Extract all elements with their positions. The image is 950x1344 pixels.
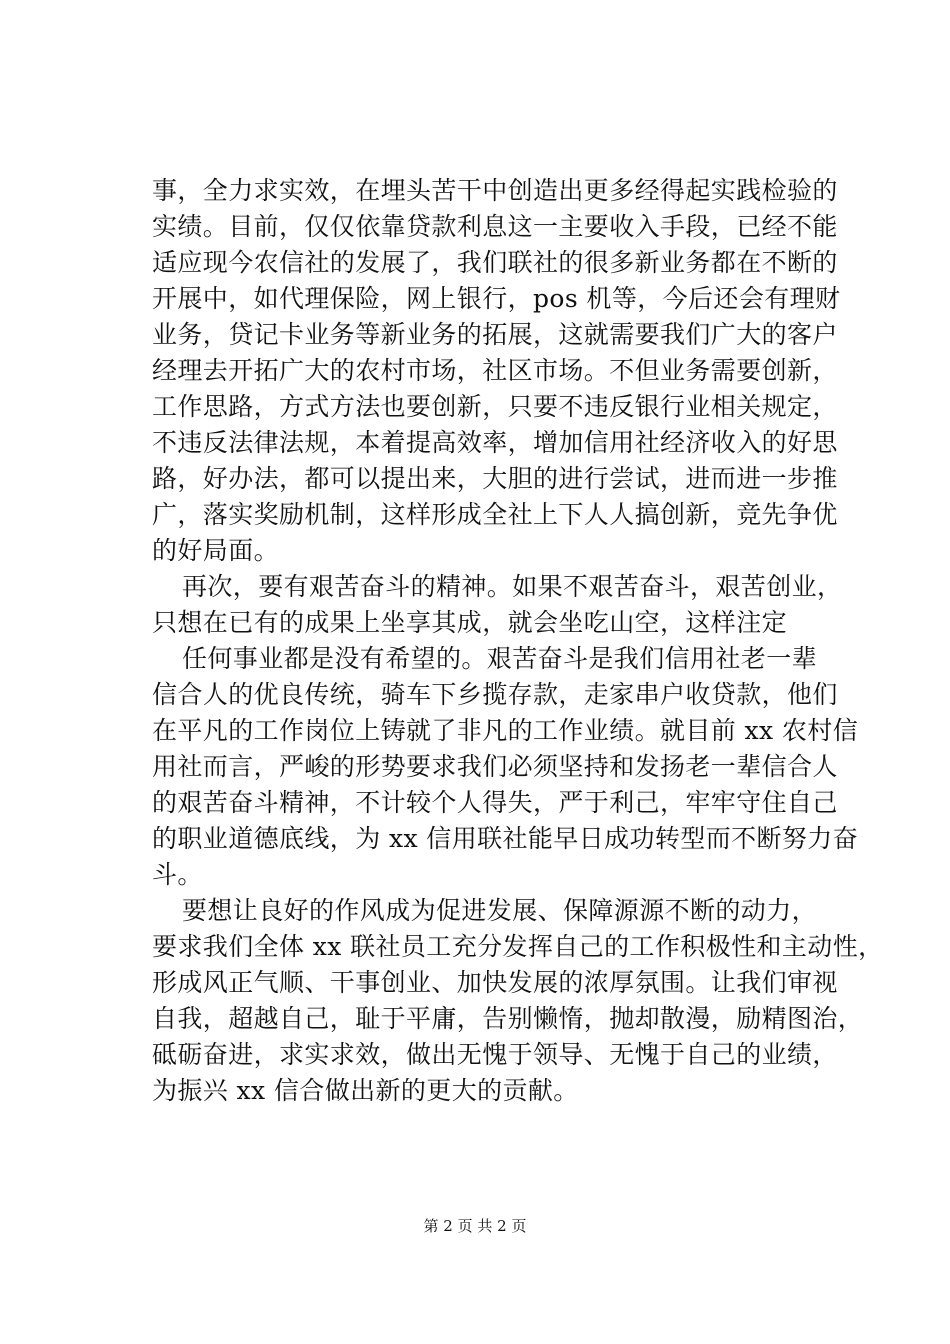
- text-line: 形成风正气顺、干事创业、加快发展的浓厚氛围。让我们审视: [152, 968, 838, 997]
- text-line: 在平凡的工作岗位上铸就了非凡的工作业绩。就目前 xx 农村信: [152, 716, 859, 745]
- paragraph-start-line: 任何事业都是没有希望的。艰苦奋斗是我们信用社老一辈: [182, 644, 818, 673]
- text-line: 不违反法律法规，本着提高效率，增加信用社经济收入的好思: [152, 428, 838, 457]
- text-line: 工作思路，方式方法也要创新，只要不违反银行业相关规定，: [152, 392, 838, 421]
- page-number-footer: 第 2 页 共 2 页: [423, 1217, 527, 1235]
- text-line: 信合人的优良传统，骑车下乡揽存款，走家串户收贷款，他们: [152, 680, 838, 709]
- text-line: 要求我们全体 xx 联社员工充分发挥自己的工作积极性和主动性，: [152, 932, 884, 961]
- text-line: 事，全力求实效，在埋头苦干中创造出更多经得起实践检验的: [152, 176, 838, 205]
- text-line: 广，落实奖励机制，这样形成全社上下人人搞创新，竞先争优: [152, 500, 838, 529]
- text-line: 的艰苦奋斗精神，不计较个人得失，严于利己，牢牢守住自己: [152, 788, 838, 817]
- paragraph-start-line: 要想让良好的作风成为促进发展、保障源源不断的动力，: [182, 896, 818, 925]
- text-line: 只想在已有的成果上坐享其成，就会坐吃山空，这样注定: [152, 608, 788, 637]
- text-line: 为振兴 xx 信合做出新的更大的贡献。: [152, 1076, 579, 1105]
- text-line: 用社而言，严峻的形势要求我们必须坚持和发扬老一辈信合人: [152, 752, 838, 781]
- text-line: 业务，贷记卡业务等新业务的拓展，这就需要我们广大的客户: [152, 320, 838, 349]
- paragraph-start-line: 再次，要有艰苦奋斗的精神。如果不艰苦奋斗，艰苦创业，: [182, 572, 843, 601]
- text-line: 斗。: [152, 860, 203, 889]
- text-line: 的职业道德底线，为 xx 信用联社能早日成功转型而不断努力奋: [152, 824, 859, 853]
- text-line: 自我，超越自己，耻于平庸，告别懒惰，抛却散漫，励精图治，: [152, 1004, 864, 1033]
- body-text: [152, 173, 884, 1109]
- text-line: 适应现今农信社的发展了，我们联社的很多新业务都在不断的: [152, 248, 838, 277]
- text-line: 开展中，如代理保险，网上银行，pos 机等，今后还会有理财: [152, 284, 841, 313]
- text-line: 的好局面。: [152, 536, 280, 565]
- text-line: 经理去开拓广大的农村市场，社区市场。不但业务需要创新，: [152, 356, 838, 385]
- text-line: 路，好办法，都可以提出来，大胆的进行尝试，进而进一步推: [152, 464, 838, 493]
- text-line: 实绩。目前，仅仅依靠贷款利息这一主要收入手段，已经不能: [152, 212, 838, 241]
- text-line: 砥砺奋进，求实求效，做出无愧于领导、无愧于自己的业绩，: [152, 1040, 838, 1069]
